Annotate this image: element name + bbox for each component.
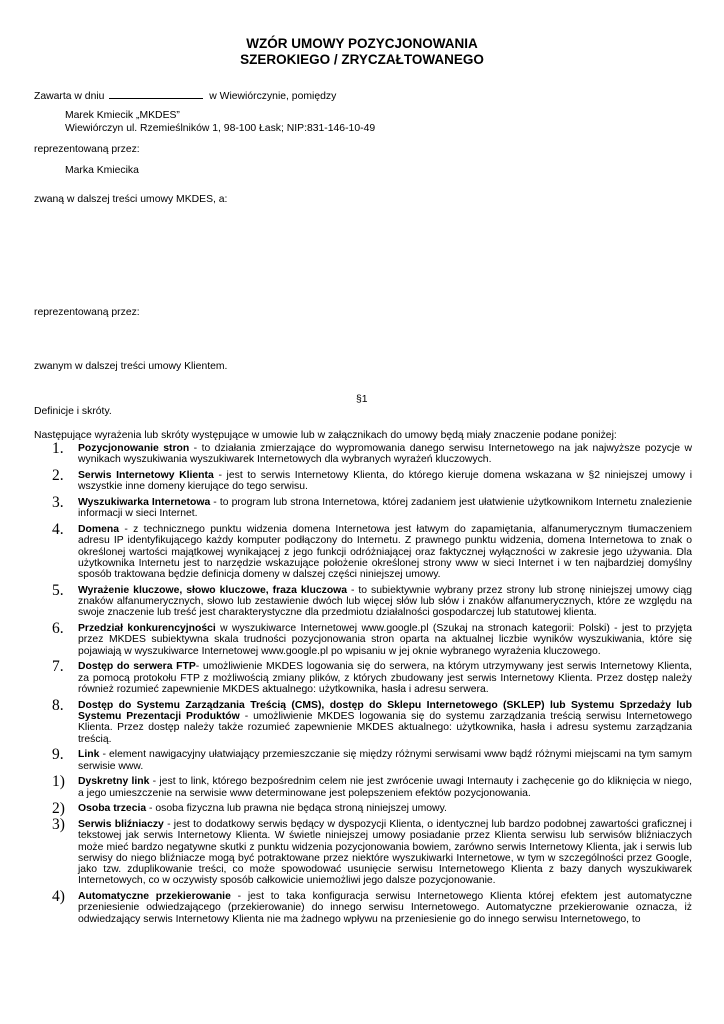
definition-term: Wyszukiwarka Internetowa <box>78 496 211 508</box>
definition-number: 9. <box>52 746 64 764</box>
section-title: Definicje i skróty. <box>34 406 112 417</box>
definition-term: Domena <box>78 523 119 535</box>
document-title-line-2: SZEROKIEGO / ZRYCZAŁTOWANEGO <box>240 52 484 67</box>
definition-number: 5. <box>52 581 64 599</box>
definition-term: Serwis bliźniaczy <box>78 818 164 830</box>
definition-term: Przedział konkurencyjności <box>78 623 216 635</box>
definition-number: 7. <box>52 658 64 676</box>
definition-number: 1. <box>52 440 64 457</box>
definition-number: 3) <box>52 815 65 833</box>
definition-text: - jest to dodatkowy serwis będący w dyspozycji Klienta, o identycznej lub bardzo podobnej zawartości graficznej i tekstowej jak serwis Internetowy Klienta. W świetle niniejszej umowy posiadanie przez Klienta serwisu lub serwisów bliźniaczych może mieć bardzo negatywne skutki z punktu widzenia pozycjonowania bowiem, zarówno serwis Internetowy Klienta, jak i serwis lub serwisy do niego bliźniacze mogą być potraktowane przez niektóre wyszukiwarki Internetowe, w tym w szczególności przez Google, jako tzw. zduplikowanie treści, co może spowodować usunięcie serwisu Internetowego Klienta z bazy danych wyszukiwarek Internetowych, co w oczywisty sposób całkowicie uniemożliwi jego dalsze pozycjonowanie. <box>78 818 692 887</box>
intro-prefix: Zawarta w dniu <box>34 91 105 102</box>
definition-term: Osoba trzecia <box>78 803 147 815</box>
definition-text: w wyszukiwarce Internetowej www.google.pl (Szukaj na stronach kategorii: Polski) - jest to przyjęta przez MKDES subiektywna skala trudności pozycjonowania stron oparta na aktualnej liczbie wyników wyszukiwania, które się pojawiają w wyszukiwarce Internetowej www.google.pl po wpisaniu w jej oknie wybranego wyrażenia kluczowego. <box>78 623 692 657</box>
definition-text: - jest to serwis Internetowy Klienta, do którego kieruje domena wskazana w §2 niniejszej umowy i wszystkie inne domeny kierujące do tego serwisu. <box>78 469 692 493</box>
definition-number: 8. <box>52 696 64 714</box>
definitions-list <box>52 440 693 929</box>
definition-text: - umożliwienie MKDES logowania się do serwera, na którym utrzymywany jest serwis Internetowy Klienta, za pomocą protokołu FTP z możliwością zmiany plików, z których zbudowany jest serwis Internetowy Klienta. Przez dostęp należy również rozumieć zapewnienie MKDES aktualnego: użytkownika, hasła i adresu serwera. <box>78 661 693 695</box>
definition-item <box>52 888 692 925</box>
definition-text: - to działania zmierzające do wypromowania danego serwisu Internetowego na jak najwyższe pozycje w wynikach wyszukiwania wyszukiwarek Internetowych dla wybranych wyrażeń kluczowych. <box>78 443 692 466</box>
definition-number: 3. <box>52 493 64 511</box>
definition-term: Link <box>78 749 100 761</box>
definition-text: - umożliwienie MKDES logowania się do systemu zarządzania treścią serwisu Internetowego Klienta. Przez dostęp należy także rozumieć zapewnienie MKDES aktualnego: użytkownika, hasła i adresu systemu zarządzania treścią. <box>78 710 692 745</box>
called-client-line: zwanym w dalszej treści umowy Klientem. <box>34 361 228 372</box>
definition-text: - element nawigacyjny ułatwiający przemieszczanie się między różnymi serwisami www bądź różnymi miejscami na tym samym serwisie www. <box>78 749 692 772</box>
definition-text: - to subiektywnie wybrany przez strony lub stronę niniejszej umowy ciąg znaków alfanumerycznych, słowo lub zestawienie dwóch lub więcej słów lub słów i znaków alfanumerycznych, które ze względu na swoje znaczenie lub treść jest charakterystyczne dla przedmiotu działalności gospodarczej lub statutowej klienta. <box>78 584 692 619</box>
definition-number: 2) <box>52 800 65 818</box>
intro-line <box>34 89 336 103</box>
definition-item <box>52 800 692 818</box>
definition-term: Automatyczne przekierowanie <box>78 891 231 903</box>
definition-number: 6. <box>52 620 64 638</box>
definition-number: 1) <box>52 773 65 791</box>
represented-by-label-1: reprezentowaną przez: <box>34 144 140 155</box>
definition-term: Serwis Internetowy Klienta <box>78 469 214 481</box>
definition-text: - jest to taka konfiguracja serwisu Internetowego Klienta której efektem jest automatyczne przeniesienie odwiedzającego (przekierowanie) do innego serwisu Internetowego. Automatyczne przekierowanie oznacza, iż odwiedzający serwis Internetowy Klienta nie ma żadnego wpływu na przeniesienie go do innego serwisu Internetowego, to <box>78 891 692 925</box>
definition-term: Wyrażenie kluczowe, słowo kluczowe, fraza kluczowa <box>78 584 348 596</box>
party1-representative: Marka Kmiecika <box>65 165 139 176</box>
party1-name: Marek Kmiecik „MKDES” <box>65 110 180 121</box>
definition-term: Dostęp do Systemu Zarządzania Treścią (CMS), dostęp do Sklepu Internetowego (SKLEP) lub Systemu Sprzedaży lub Systemu Prezentacji Produktów <box>78 699 692 722</box>
date-blank-field <box>109 89 203 99</box>
definition-item <box>52 493 692 520</box>
definition-item <box>52 815 692 887</box>
definition-item <box>52 620 692 657</box>
definition-item <box>52 696 692 745</box>
called-mkdes-line: zwaną w dalszej treści umowy MKDES, a: <box>34 194 228 205</box>
definition-text: - jest to link, którego bezpośrednim celem nie jest zwrócenie uwagi Internauty i zachęcenie go do kliknięcia w niego, a jego umieszczenie na serwisie www determinowane jest polepszeniem efektów pozycjonowania. <box>78 776 692 799</box>
definition-term: Dostęp do serwera FTP <box>78 661 196 673</box>
party1-address: Wiewiórczyn ul. Rzemieślników 1, 98-100 Łask; NIP:831-146-10-49 <box>65 123 376 134</box>
definition-item <box>52 773 692 799</box>
definition-term: Dyskretny link <box>78 776 150 788</box>
definition-text: - to program lub strona Internetowa, której zadaniem jest ułatwienie użytkownikom Internetu znalezienie informacji w sieci Internet. <box>78 496 692 520</box>
definition-number: 4) <box>52 888 65 906</box>
definition-text: - z technicznego punktu widzenia domena Internetowa jest łatwym do zapamiętania, alfanumerycznym tłumaczeniem adresu IP identyfikującego każdy komputer podłączony do Internetu. Z prawnego punktu widzenia, domena Internetowa to znak o określonej wartości majątkowej wynikającej z jego funkcji odróżniającej oraz faktycznej wyłączności w zakresie jego używania. Dla użytkownika Internetu jest to narzędzie wskazujące położenie określonej strony www w sieci Internet i w ten najbardziej domyślny sposób traktowana będzie definicja domeny w dalszej części niniejszej umowy. <box>78 523 692 581</box>
definition-item <box>52 466 692 493</box>
definition-item <box>52 746 692 772</box>
definition-text: - osoba fizyczna lub prawna nie będąca stroną niniejszej umowy. <box>146 803 447 815</box>
definition-item <box>52 440 692 466</box>
definition-number: 2. <box>52 466 64 484</box>
definition-item <box>52 520 692 581</box>
represented-by-label-2: reprezentowaną przez: <box>34 307 140 318</box>
definition-term: Pozycjonowanie stron <box>78 443 190 454</box>
section-mark: §1 <box>356 394 368 405</box>
definitions-intro: Następujące wyrażenia lub skróty występujące w umowie lub w załącznikach do umowy będą miały znaczenie podane poniżej: <box>34 430 617 441</box>
definition-number: 4. <box>52 520 64 538</box>
document-title-line-1: WZÓR UMOWY POZYCJONOWANIA <box>246 36 478 51</box>
definition-item <box>52 658 693 695</box>
intro-suffix: w Wiewiórczynie, pomiędzy <box>209 91 337 102</box>
definition-item <box>52 581 692 619</box>
